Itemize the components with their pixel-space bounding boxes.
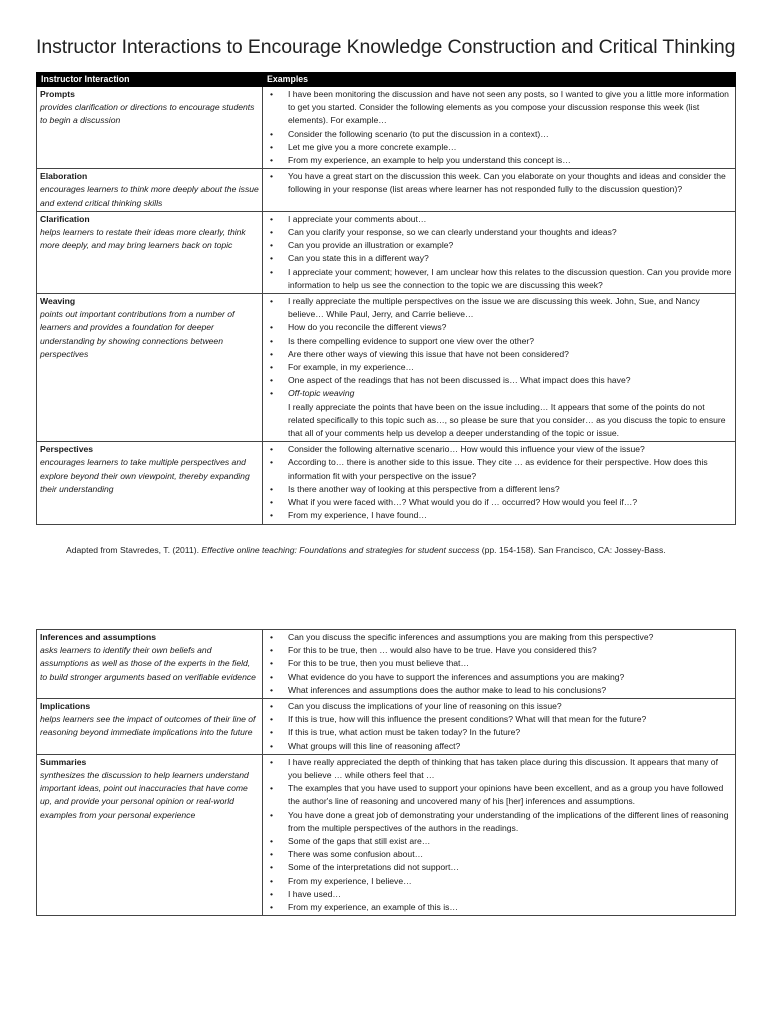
example-item: • Can you discuss the specific inferences and assumptions you are making from this perspective? (266, 631, 732, 644)
examples-cell (263, 169, 736, 212)
table-row-inferences-and-assumptions (37, 630, 736, 699)
table-row-implications (37, 699, 736, 755)
interaction-name: Clarification (40, 213, 90, 224)
table-row-clarification (37, 211, 736, 293)
interaction-name: Elaboration (40, 171, 88, 182)
example-item: • From my experience, an example to help you understand this concept is… (266, 154, 732, 167)
table-header-row (37, 73, 736, 87)
interaction-name: Perspectives (40, 444, 94, 455)
example-item: • From my experience, I believe… (266, 875, 732, 888)
example-item: • The examples that you have used to support your opinions have been excellent, and as a group you have followed the author's line of reasoning and uncovered many of his [her] inferences and assumptions. (266, 782, 732, 808)
interaction-description: encourages learners to think more deeply about the issue and extend critical thinking skills (40, 184, 259, 208)
table-row-perspectives (37, 442, 736, 524)
example-item: • According to… there is another side to this issue. They cite … as evidence for their perspective. How does this information fit with your perspective on the issue? (266, 456, 732, 482)
examples-cell (263, 754, 736, 915)
interaction-cell (37, 630, 263, 699)
interaction-name: Weaving (40, 296, 76, 307)
interaction-description: provides clarification or directions to encourage students to begin a discussion (40, 102, 255, 126)
examples-list (266, 756, 732, 914)
interaction-description: helps learners to restate their ideas more clearly, think more deeply, and may bring learners back on topic (40, 227, 246, 251)
interaction-description: encourages learners to take multiple perspectives and explore beyond their own viewpoint, thereby expanding their understanding (40, 457, 250, 494)
citation-book-title: Effective online teaching: Foundations and strategies for student success (201, 545, 480, 555)
example-item: • You have done a great job of demonstrating your understanding of the implications of the different lines of reasoning from the multiple perspectives of the authors in the readings. (266, 809, 732, 835)
table-row-elaboration (37, 169, 736, 212)
examples-list (266, 170, 732, 196)
interaction-name: Implications (40, 701, 91, 712)
example-item: • Can you discuss the implications of your line of reasoning on this issue? (266, 700, 732, 713)
example-item: • I have used… (266, 888, 732, 901)
example-item: • If this is true, how will this influence the present conditions? What will that mean for the future? (266, 713, 732, 726)
interaction-cell (37, 87, 263, 169)
examples-cell (263, 211, 736, 293)
header-instructor-interaction: Instructor Interaction (37, 73, 263, 87)
example-item: • What evidence do you have to support the inferences and assumptions you are making? (266, 671, 732, 684)
examples-list (266, 443, 732, 522)
interaction-cell (37, 211, 263, 293)
interaction-description: points out important contributions from a number of learners and provides a foundation for deeper understanding by showing connections between perspectives (40, 309, 235, 359)
example-item: • Is there compelling evidence to support one view over the other? (266, 335, 732, 348)
citation (66, 545, 666, 555)
example-item: • I have been monitoring the discussion and have not seen any posts, so I wanted to give you a little more information to get you started. Consider the following elements as you compose your discussion response this week (list elements). For example… (266, 88, 732, 128)
examples-list (266, 88, 732, 167)
example-item: • I appreciate your comments about… (266, 213, 732, 226)
examples-cell (263, 630, 736, 699)
interaction-cell (37, 294, 263, 442)
header-examples: Examples (263, 73, 736, 87)
examples-list (266, 213, 732, 292)
citation-prefix: Adapted from Stavredes, T. (2011). (66, 545, 202, 555)
example-item: • From my experience, an example of this is… (266, 901, 732, 914)
example-item: • What inferences and assumptions does the author make to lead to his conclusions? (266, 684, 732, 697)
example-item: • I have really appreciated the depth of thinking that has taken place during this discussion. It appears that many of you believe … while others feel that … (266, 756, 732, 782)
interaction-description: asks learners to identify their own beliefs and assumptions as well as those of the experts in the field, to build stronger arguments based on verifiable evidence (40, 645, 256, 682)
example-item: • Let me give you a more concrete example… (266, 141, 732, 154)
example-item: • I really appreciate the multiple perspectives on the issue we are discussing this week. John, Sue, and Nancy believe… While Paul, Jerry, and Carrie believe… (266, 295, 732, 321)
example-item: • Consider the following alternative scenario… How would this influence your view of the issue? (266, 443, 732, 456)
interaction-cell (37, 754, 263, 915)
examples-list (266, 295, 732, 440)
example-item: • How do you reconcile the different views? (266, 321, 732, 334)
citation-suffix: (pp. 154-158). San Francisco, CA: Jossey-Bass. (479, 545, 666, 555)
example-item: • For this to be true, then … would also have to be true. Have you considered this? (266, 644, 732, 657)
interactions-table-2 (36, 629, 736, 916)
examples-cell (263, 87, 736, 169)
example-item: • Some of the gaps that still exist are… (266, 835, 732, 848)
example-item: • For this to be true, then you must believe that… (266, 657, 732, 670)
interaction-description: synthesizes the discussion to help learners understand important ideas, point out inaccuracies that have come up, and provide your personal opinion or real-world examples from your personal experience (40, 770, 249, 820)
interaction-cell (37, 169, 263, 212)
examples-cell (263, 442, 736, 524)
example-item: • Some of the interpretations did not support… (266, 861, 732, 874)
interaction-cell (37, 699, 263, 755)
interactions-table-1 (36, 72, 736, 525)
example-item: • You have a great start on the discussion this week. Can you elaborate on your thoughts and ideas and consider the following in your response (list areas where learner has not responded fully to the discussion question)? (266, 170, 732, 196)
example-item: • For example, in my experience… (266, 361, 732, 374)
interaction-name: Summaries (40, 756, 87, 767)
example-item: • Is there another way of looking at this perspective from a different lens? (266, 483, 732, 496)
interaction-cell (37, 442, 263, 524)
table-row-weaving (37, 294, 736, 442)
example-subtext: I really appreciate the points that have been on the issue including… It appears that some of the points do not related specifically to this topic such as…, so please be sure that you consider… as you discuss the topic to ensure that all of your comments help us develop a deeper understanding of the topic or issue. (288, 401, 726, 439)
example-item: • What if you were faced with…? What would you do if … occurred? How would you feel if…? (266, 496, 732, 509)
example-item: • What groups will this line of reasoning affect? (266, 740, 732, 753)
example-item: • There was some confusion about… (266, 848, 732, 861)
examples-list (266, 631, 732, 697)
example-subheading: • Off-topic weaving (266, 387, 732, 400)
table-row-prompts (37, 87, 736, 169)
example-item: • Consider the following scenario (to put the discussion in a context)… (266, 128, 732, 141)
interaction-name: Prompts (40, 89, 75, 99)
example-item: • One aspect of the readings that has not been discussed is… What impact does this have? (266, 374, 732, 387)
examples-list (266, 700, 732, 753)
page-title: Instructor Interactions to Encourage Knowledge Construction and Critical Thinking (36, 36, 736, 58)
example-item: • Can you provide an illustration or example? (266, 239, 732, 252)
example-item: • Can you clarify your response, so we can clearly understand your thoughts and ideas? (266, 226, 732, 239)
examples-cell (263, 699, 736, 755)
table-row-summaries (37, 754, 736, 915)
example-item: • I appreciate your comment; however, I am unclear how this relates to the discussion question. Can you provide more information to help us see the connection to the topic we are discussing this week? (266, 266, 732, 292)
example-item: • If this is true, what action must be taken today? In the future? (266, 726, 732, 739)
example-item: • From my experience, I have found… (266, 509, 732, 522)
examples-cell (263, 294, 736, 442)
example-item: • Can you state this in a different way? (266, 252, 732, 265)
example-item: • Are there other ways of viewing this issue that have not been considered? (266, 348, 732, 361)
interaction-name: Inferences and assumptions (40, 632, 157, 642)
interaction-description: helps learners see the impact of outcomes of their line of reasoning beyond immediate implications into the future (40, 714, 256, 738)
